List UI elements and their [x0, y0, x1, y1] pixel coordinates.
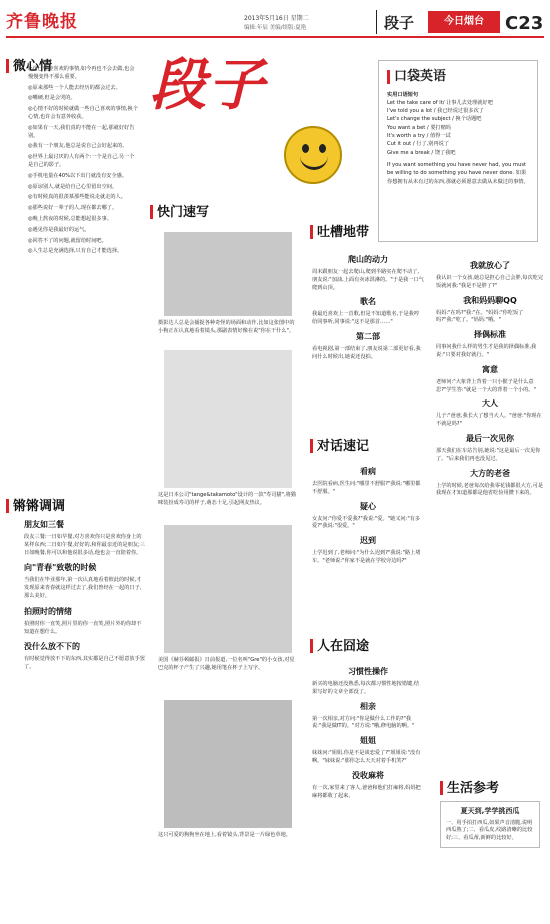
right-heading: 最后一次见你	[466, 433, 514, 443]
renzai-paragraph: 妹妹问:"姐姐,你是不是谈恋爱了?"姐姐说:"没有啊。"妹妹说:"那你怎么天天对着手机笑?"	[312, 750, 421, 764]
oral-line: It's worth a try / 值得一试	[387, 133, 451, 140]
renzai-paragraph: 第一次相亲,对方问:"你是做什么工作的?"我说:"我是做IT的。"对方说:"哦,修电脑的啊。"	[312, 715, 415, 730]
title-bar	[310, 225, 313, 239]
oral-line: I've told you a lot / 我已经说过很多次了	[387, 108, 484, 115]
oral-line: Cut it out / 行了,别再说了	[387, 141, 450, 148]
renzai-heading: 没收麻将	[352, 770, 384, 780]
right-heading: 寓意	[482, 364, 498, 374]
right-heading: 大方的老爸	[470, 468, 510, 478]
mood-item: ◎如果有一天,我们真的不能在一起,那就好好告别。	[28, 124, 135, 139]
renzai-paragraph: 有一次,家里来了客人,爸爸和他们打麻将,妈妈把麻将都收了起来。	[312, 784, 421, 799]
title-bar	[440, 781, 443, 795]
section-badge: 今日烟台	[428, 11, 500, 33]
oral-english-box	[378, 60, 538, 242]
photo-caption: 这是日本公司"tange&takamoto"设计的一款"寿司猫",将猫咪装扮成寿司的样子,萌态十足,引起网友热议。	[158, 492, 296, 506]
oral-english-title: 口袋英语	[379, 61, 537, 91]
title-bar	[150, 205, 153, 219]
right-column	[436, 256, 544, 501]
section-name: 段子	[384, 14, 415, 32]
xiaotiao-title: 锵锵调调	[6, 500, 146, 513]
mood-title: 微心情	[6, 60, 166, 73]
right-paragraph: 我认识一个女孩,她总是担心自己会胖,每次吃完饭就问我:"我是不是胖了?"	[436, 275, 544, 289]
tucao-heading: 爬山的动力	[348, 255, 388, 264]
mood-item: ◎晚上熬夜的时候,总能想起很多事。	[28, 215, 112, 222]
mood-list	[28, 66, 138, 259]
life-heading: 夏天到,学学挑西瓜	[460, 807, 520, 815]
mood-item: ◎我有一个朋友,他总是说自己会好起来的。	[28, 143, 128, 150]
right-heading: 我和妈妈聊QQ	[463, 295, 517, 305]
cat-photo	[164, 350, 292, 488]
title-bar	[310, 439, 313, 453]
big-section-title: 段子	[150, 53, 266, 118]
mood-item: ◎原来那些一个人能去经历的都会过去。	[28, 84, 121, 91]
mood-item: ◎手机电量在40%以下出门就没有安全感。	[28, 172, 128, 179]
life-reference-section	[440, 782, 540, 848]
duihua-paragraph: 去医院看病,医生问:"哪里不舒服?"我说:"哪里都不舒服。"	[312, 481, 421, 495]
xiaotiao-paragraph: 有时候觉得放不下的东西,其实都是自己不愿意放手罢了。	[24, 656, 145, 671]
duihua-heading: 迟到	[360, 536, 376, 546]
renzai-heading: 相亲	[360, 701, 376, 711]
title-bar	[310, 639, 313, 653]
duihua-paragraph: 上学迟到了,老师问:"为什么迟到?"我说:"路上堵车。"老师说:"你家不是就在学校旁边吗?"	[312, 550, 421, 564]
page-number: C23	[505, 13, 544, 34]
oral-line: Give me a break / 饶了我吧	[387, 149, 456, 156]
tucao-paragraph: 我最近喜欢上一首歌,但是不知道歌名,于是我哼给同事听,同事说:"这不是那首……"	[312, 311, 420, 326]
xiaotiao-heading: 朋友如三餐	[24, 520, 64, 529]
oral-line: Let's change the subject / 换个话题吧	[387, 116, 482, 123]
photo-caption: 这只可爱的狗狗坐在地上,看着镜头,背景是一片绿色草地。	[158, 832, 291, 838]
duihua-title: 对话速记	[310, 440, 430, 453]
duihua-heading: 看病	[360, 467, 376, 476]
title-bar	[6, 499, 9, 513]
right-paragraph: 儿子:"爸爸,我长大了想当大人。"爸爸:"你现在不就是吗?"	[436, 413, 542, 428]
right-heading: 择偶标准	[474, 330, 506, 340]
right-heading: 大人	[482, 399, 498, 409]
car-photo	[164, 232, 292, 316]
right-paragraph: 同事问我什么样的男生才是我的择偶标准,我说:"只要对我好就行。"	[436, 344, 537, 358]
mood-item: ◎遇见你是我最好的运气。	[28, 226, 90, 233]
smiley-icon	[284, 126, 342, 184]
xiaotiao-heading: 拍照时的情绪	[24, 606, 72, 616]
duihua-paragraph: 女友问:"你爱不爱我?"我说:"爱。"她又问:"有多爱?"我说:"很爱。"	[312, 515, 421, 530]
oral-line: Let the take care of it/ 让事儿去处理就好吧	[387, 99, 493, 106]
right-paragraph: 那天我们在车站告别,她说:"这是最后一次见你了。"后来我们再也没见过。	[436, 447, 541, 462]
tucao-paragraph: 看电视剧,第一部结束了,朋友说第二部更好看,我问什么时候出,她说还没拍。	[312, 345, 421, 360]
newspaper-logo: 齐鲁晚报	[6, 12, 78, 32]
xiaotiao-paragraph: 拍照时你一直笑,照片里的你一直笑,照片外的你却不知道在想什么。	[24, 620, 142, 635]
xiaotiao-paragraph: 当我们在毕业那年,第一次认真地看着彼此的时候,才发现原来青春就这样过去了,我们曾经在一起的日子,那么美好。	[24, 577, 142, 599]
tucao-paragraph: 周末跟朋友一起去爬山,爬到半路实在爬不动了,朋友说:"加油,上面有卖冰淇淋的。"于是我一口气爬到山顶。	[312, 269, 424, 291]
photo-caption: 美国《赫芬顿邮报》日前报道,一位名叫"Gre"的小女孩,对星巴克的杯子产生了兴趣,她用笔在杯子上写字。	[158, 657, 295, 671]
dog-photo	[164, 700, 292, 828]
xiaotiao-heading: 向"青春"致敬的时候	[24, 563, 97, 573]
kuaishou-title: 快门速写	[150, 206, 280, 219]
renzai-body	[312, 662, 424, 803]
xiaotiao-paragraph: 段友三餐:一日如早餐,对方喜欢你只是喜欢你身上的某样东西;二日如午餐,好好的,和你最亲近的是朋友;三日如晚餐,你可以和他说很多话,他也会一直陪着你。	[24, 534, 145, 556]
life-title: 生活参考	[440, 782, 540, 795]
xiaotiao-heading: 没什么放不下的	[24, 642, 80, 652]
mood-item: ◎心情不好的时候就做一些自己喜欢的事情,换个心情,也许会有意外收获。	[28, 106, 138, 120]
mood-item: ◎那些说好一辈子的人,现在都去哪了。	[28, 205, 118, 212]
mood-item: ◎有时候真的很羡慕那些能说走就走的人。	[28, 194, 126, 201]
issue-date: 2013年5月16日 星期二	[244, 15, 309, 22]
header-rule	[6, 36, 544, 38]
header-separator	[376, 10, 377, 34]
renzai-paragraph: 新买的电脑还没熟悉,每次都习惯性地按错键,结果写好的文章全部没了。	[312, 681, 420, 695]
title-bar	[387, 70, 390, 84]
renzai-heading: 姐姐	[360, 736, 376, 746]
editor-line: 编辑:年辰 美编/组版:夏艳	[244, 25, 307, 31]
mood-item: ◎人生总是充满选择,只有自己才能选择。	[28, 248, 123, 255]
mood-item: ◎回答不了的问题,就留给时间吧。	[28, 237, 107, 244]
title-bar	[6, 59, 9, 73]
right-paragraph: 老师问:"大象背上背着一只小猴子是什么意思?"学生答:"就是一个大的背着一个小的。"	[436, 378, 536, 393]
mood-item: ◎嘴硬,但是会哭的。	[28, 95, 76, 102]
tucao-heading: 第二部	[356, 331, 380, 341]
renzai-title: 人在囧途	[310, 640, 430, 653]
tucao-heading: 歌名	[360, 297, 376, 307]
tucao-body	[312, 250, 424, 365]
xiaotiao-section	[6, 500, 146, 675]
mood-item: ◎自己曾经喜欢的事情,如今再也不会去做,也会慢慢变得不那么重要。	[28, 66, 135, 80]
girl-photo	[164, 525, 292, 653]
renzai-section	[310, 640, 430, 653]
oral-note: If you want something you have never had, you must be willing to do something you have never done. 如果你想拥有从未有过的东西,那就必须愿意去做从未做过的事情。	[387, 162, 529, 185]
duihua-body	[312, 462, 424, 569]
oral-line: You want a bet / 要打赌吗	[387, 124, 452, 131]
right-paragraph: 妈妈:"在吗?"我:"在。"妈妈:"你吃饭了吗?"我:"吃了。"妈妈:"哦。"	[436, 309, 524, 324]
duihua-section	[310, 440, 430, 453]
duihua-heading: 疑心	[360, 501, 376, 511]
right-paragraph: 上学的时候,老爸每次给我零花钱都很大方,可是我现在才知道那都是他省吃俭用攒下来的。	[436, 482, 544, 497]
photo-caption: 摄影达人总是会捕捉各种奇怪的场面和动作,比如这张图中的小狗正在认真地看着镜头,那副表情好像在说"你在干什么"。	[158, 320, 295, 334]
life-paragraph: 一、用手拍打西瓜,如果声音清脆,说明西瓜熟了;二、看瓜皮,纹路清晰的比较好;三、看瓜蒂,新鲜的比较好。	[446, 819, 533, 842]
kuaishou-section	[150, 206, 280, 219]
oral-sub: 实用口语短句	[387, 91, 419, 98]
tucao-title: 吐槽地带	[310, 226, 430, 239]
right-heading: 我就放心了	[470, 261, 510, 270]
mood-item: ◎原谅别人,就是给自己心里留出空间。	[28, 183, 118, 190]
mood-item: ◎世界上最讨厌的人有两个:一个是自己,另一个是自己的影子。	[28, 154, 135, 168]
renzai-heading: 习惯性操作	[348, 667, 388, 676]
